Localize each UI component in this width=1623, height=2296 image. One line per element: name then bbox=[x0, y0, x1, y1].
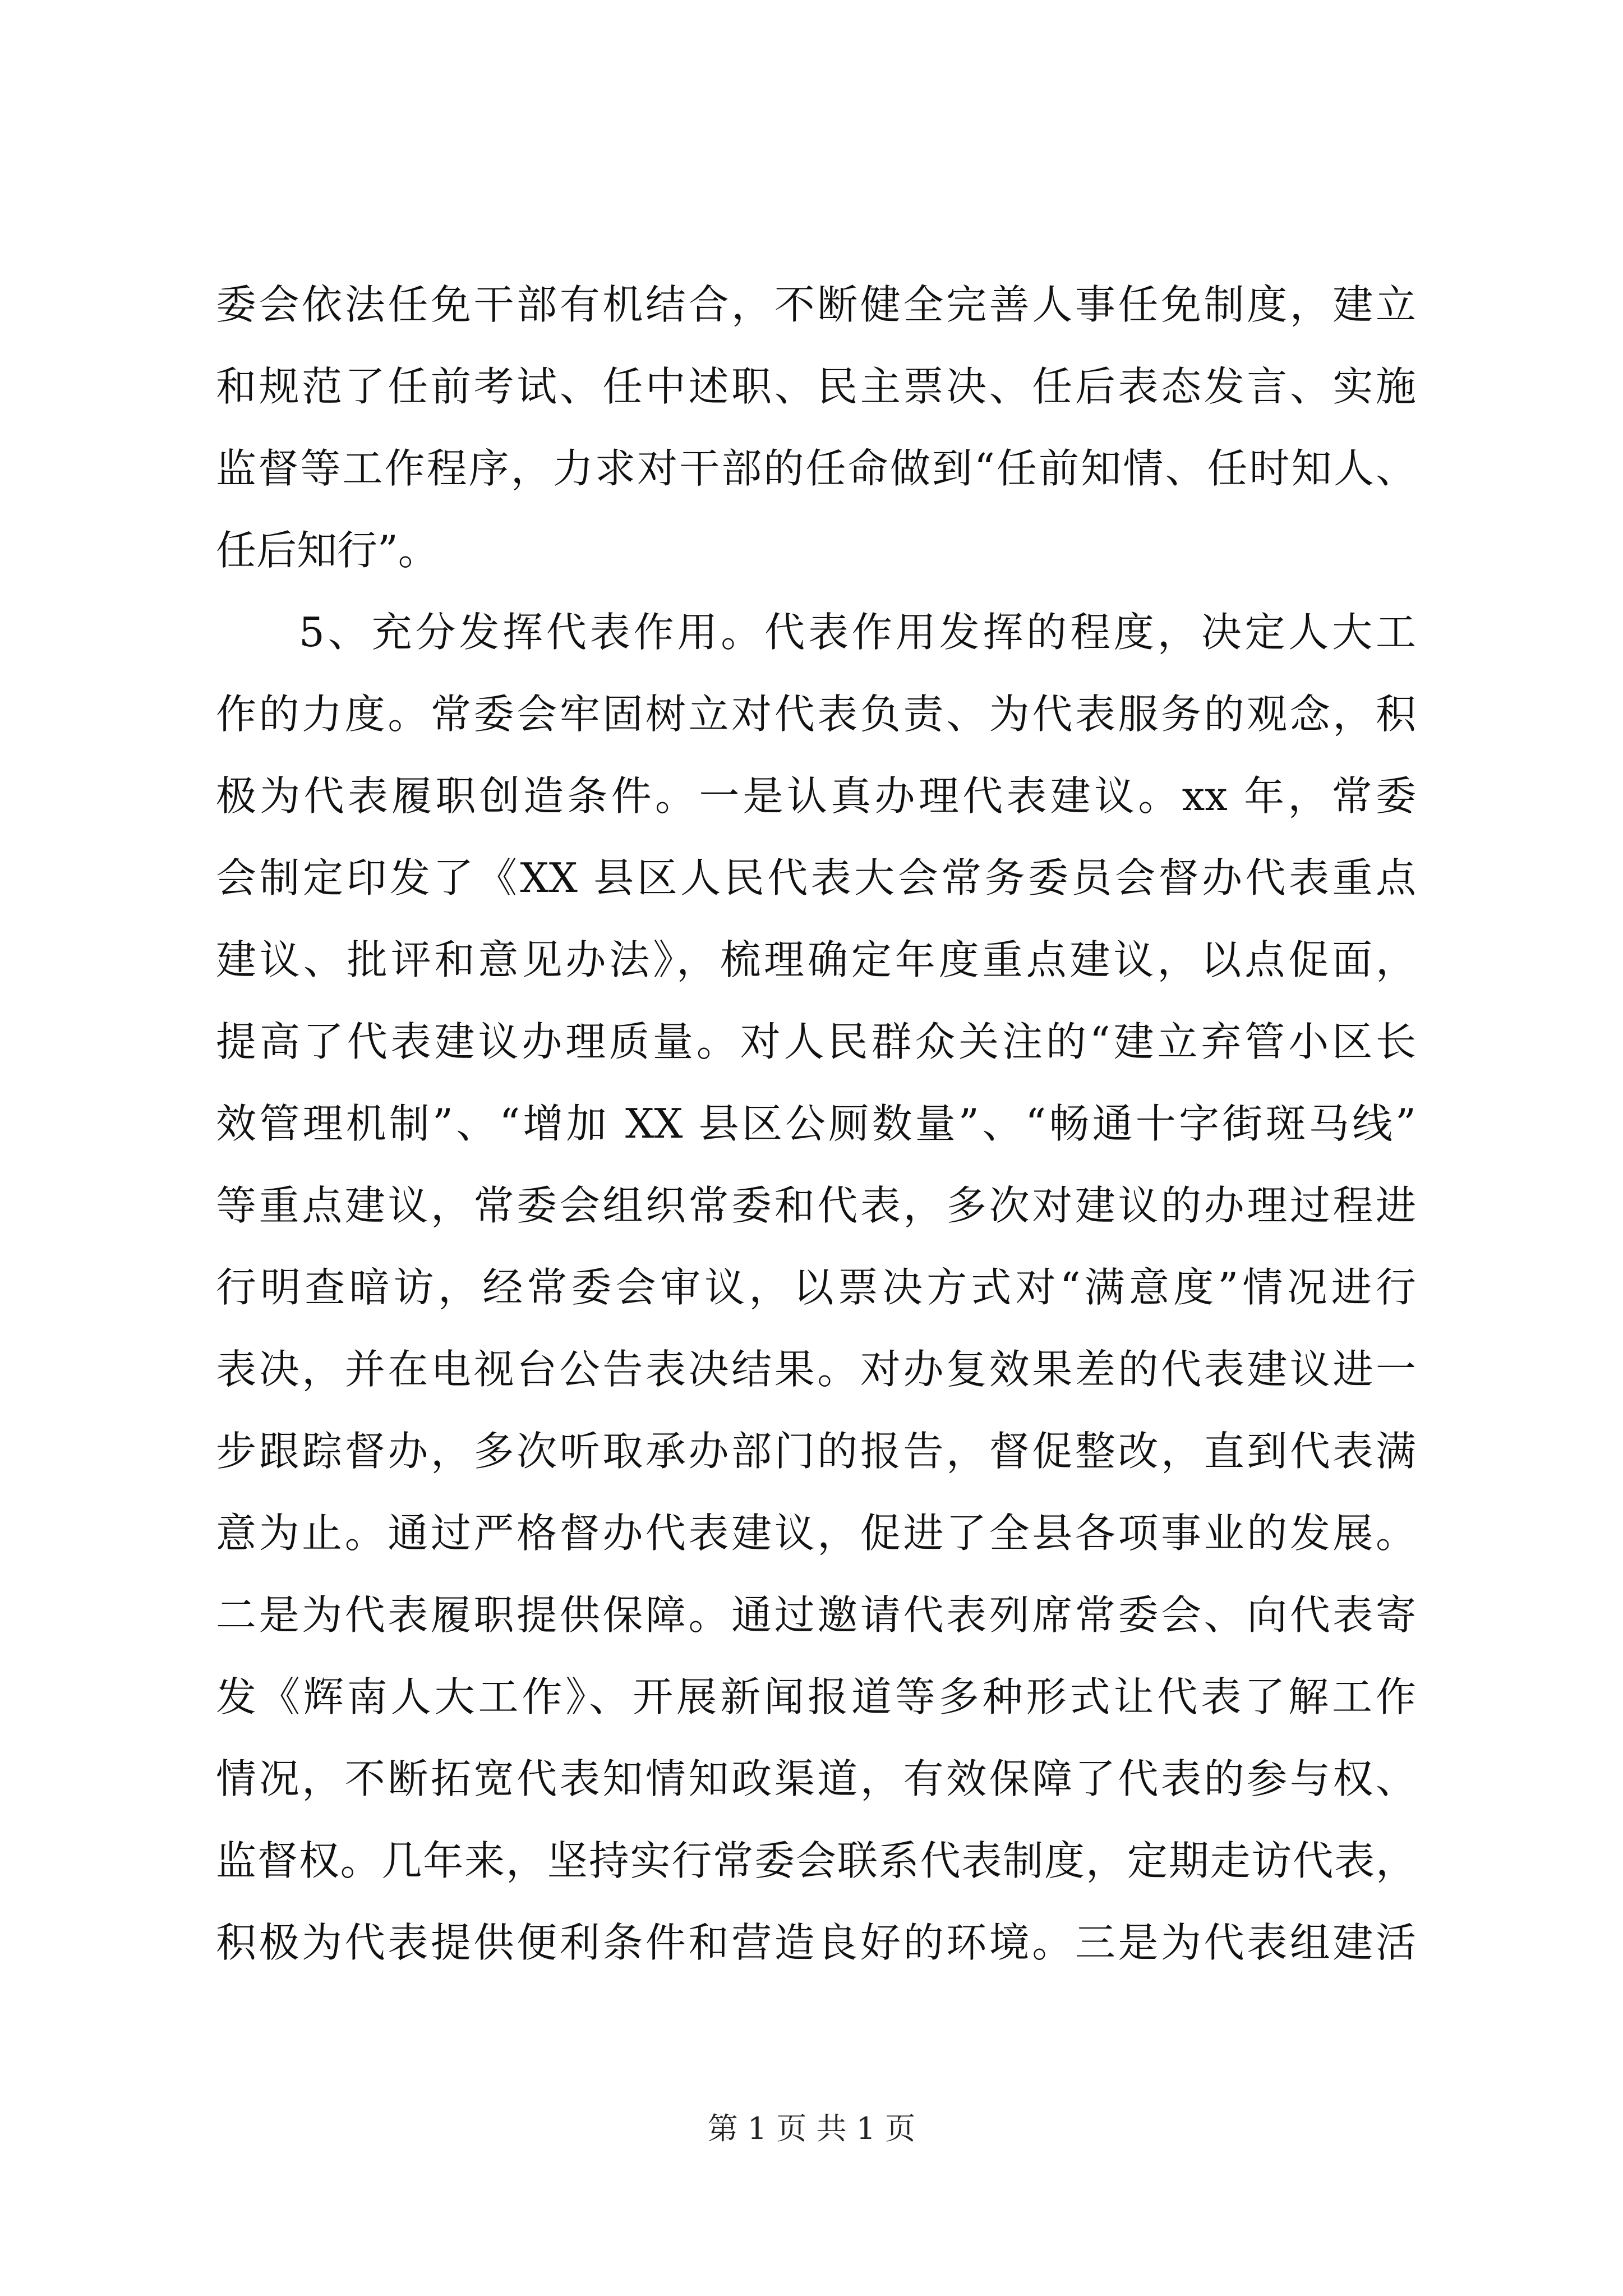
paragraph-heading-line: 5、充分发挥代表作用。代表作用发挥的程度，决定人大工 bbox=[299, 609, 1416, 656]
text-line: 表决，并在电视台公告表决结果。对办复效果差的代表建议进一 bbox=[216, 1346, 1416, 1393]
text-line: 和规范了任前考试、任中述职、民主票决、任后表态发言、实施 bbox=[216, 363, 1416, 410]
text-line: 行明查暗访，经常委会审议，以票决方式对“满意度”情况进行 bbox=[216, 1264, 1416, 1311]
body-text bbox=[216, 264, 1416, 1984]
text-line: 意为止。通过严格督办代表建议，促进了全县各项事业的发展。 bbox=[216, 1510, 1416, 1557]
text-line: 委会依法任免干部有机结合，不断健全完善人事任免制度，建立 bbox=[216, 281, 1416, 328]
text-line: 情况，不断拓宽代表知情知政渠道，有效保障了代表的参与权、 bbox=[216, 1755, 1416, 1802]
text-line: 建议、批评和意见办法》，梳理确定年度重点建议，以点促面， bbox=[216, 936, 1416, 983]
text-line: 任后知行”。 bbox=[216, 527, 439, 574]
text-line: 会制定印发了《XX 县区人民代表大会常务委员会督办代表重点 bbox=[216, 854, 1416, 901]
text-line: 步跟踪督办，多次听取承办部门的报告，督促整改，直到代表满 bbox=[216, 1428, 1416, 1475]
text-line: 积极为代表提供便利条件和营造良好的环境。三是为代表组建活 bbox=[216, 1919, 1416, 1966]
text-line: 监督权。几年来，坚持实行常委会联系代表制度，定期走访代表， bbox=[216, 1837, 1416, 1884]
text-line: 效管理机制”、“增加 XX 县区公厕数量”、“畅通十字街斑马线” bbox=[216, 1100, 1416, 1147]
text-line: 监督等工作程序，力求对干部的任命做到“任前知情、任时知人、 bbox=[216, 445, 1416, 492]
text-line: 极为代表履职创造条件。一是认真办理代表建议。xx 年，常委 bbox=[216, 772, 1416, 820]
text-line: 二是为代表履职提供保障。通过邀请代表列席常委会、向代表寄 bbox=[216, 1591, 1416, 1639]
text-line: 作的力度。常委会牢固树立对代表负责、为代表服务的观念，积 bbox=[216, 691, 1416, 738]
text-line: 提高了代表建议办理质量。对人民群众关注的“建立弃管小区长 bbox=[216, 1018, 1416, 1065]
text-line: 发《辉南人大工作》、开展新闻报道等多种形式让代表了解工作 bbox=[216, 1673, 1416, 1720]
text-line: 等重点建议，常委会组织常委和代表，多次对建议的办理过程进 bbox=[216, 1182, 1416, 1229]
page-number-footer: 第 1 页 共 1 页 bbox=[707, 2111, 916, 2146]
